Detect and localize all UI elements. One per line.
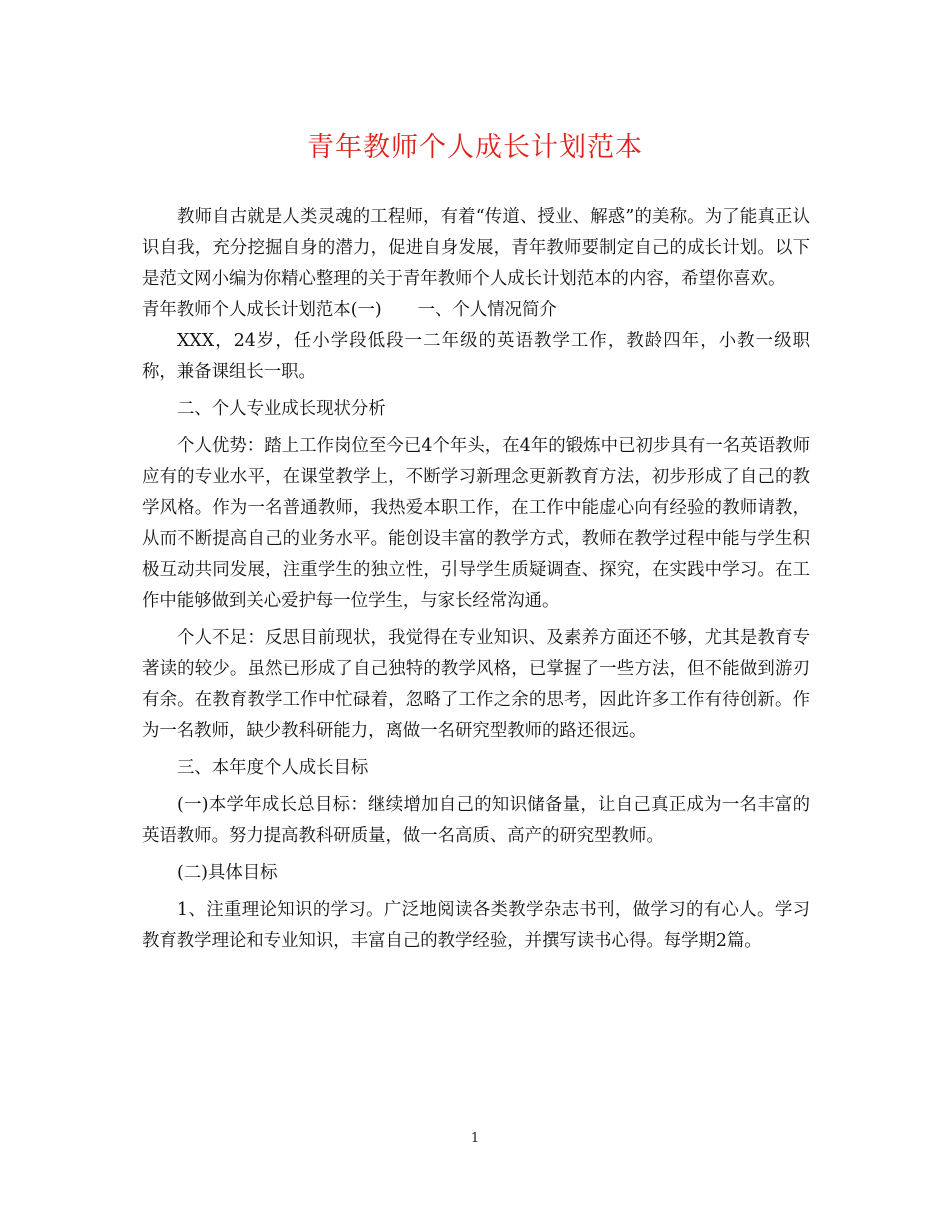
goals-heading: 三、本年度个人成长目标	[177, 758, 369, 778]
weaknesses-paragraph: 个人不足：反思目前现状，我觉得在专业知识、及素养方面还不够，尤其是教育专著读的较少。虽然已形成了自己独特的教学风格，已掌握了一些方法，但不能做到游刃有余。在教育教学工作中忙碌着，忽略了工作之余的思考，因此许多工作有待创新。作为一名教师，缺少教科研能力，离做一名研究型教师的路还很远。	[142, 628, 810, 741]
overall-goal-paragraph: (一)本学年成长总目标：继续增加自己的知识储备量，让自己真正成为一名丰富的英语教师。努力提高教科研质量，做一名高质、高产的研究型教师。	[142, 795, 810, 846]
section-heading-left: 青年教师个人成长计划范本(一)	[142, 300, 382, 320]
section-heading-right: 一、个人情况简介	[417, 300, 557, 320]
section-heading-line	[142, 295, 810, 326]
intro-paragraph: 教师自古就是人类灵魂的工程师，有着“传道、授业、解惑”的美称。为了能真正认识自我，充分挖掘自身的潜力，促进自身发展，青年教师要制定自己的成长计划。以下是范文网小编为你精心整理的关于青年教师个人成长计划范本的内容，希望你喜欢。	[142, 207, 810, 289]
profile-paragraph: XXX，24岁，任小学段低段一二年级的英语教学工作，教龄四年，小教一级职称，兼备课组长一职。	[142, 331, 810, 382]
theory-study-paragraph: 1、注重理论知识的学习。广泛地阅读各类教学杂志书刊，做学习的有心人。学习教育教学理论和专业知识，丰富自己的教学经验，并撰写读书心得。每学期2篇。	[142, 900, 810, 951]
specific-goals-heading: (二)具体目标	[177, 863, 278, 883]
document-title: 青年教师个人成长计划范本	[307, 132, 643, 163]
strengths-paragraph: 个人优势：踏上工作岗位至今已4个年头，在4年的锻炼中已初步具有一名英语教师应有的专业水平，在课堂教学上，不断学习新理念更新教育方法，初步形成了自己的教学风格。作为一名普通教师，我热爱本职工作，在工作中能虚心向有经验的教师请教，从而不断提高自己的业务水平。能创设丰富的教学方式，教师在教学过程中能与学生积极互动共同发展，注重学生的独立性，引导学生质疑调查、探究，在实践中学习。在工作中能够做到关心爱护每一位学生，与家长经常沟通。	[142, 436, 810, 611]
page-number: 1	[470, 1131, 480, 1146]
analysis-heading: 二、个人专业成长现状分析	[177, 399, 386, 419]
document-body	[142, 202, 810, 957]
